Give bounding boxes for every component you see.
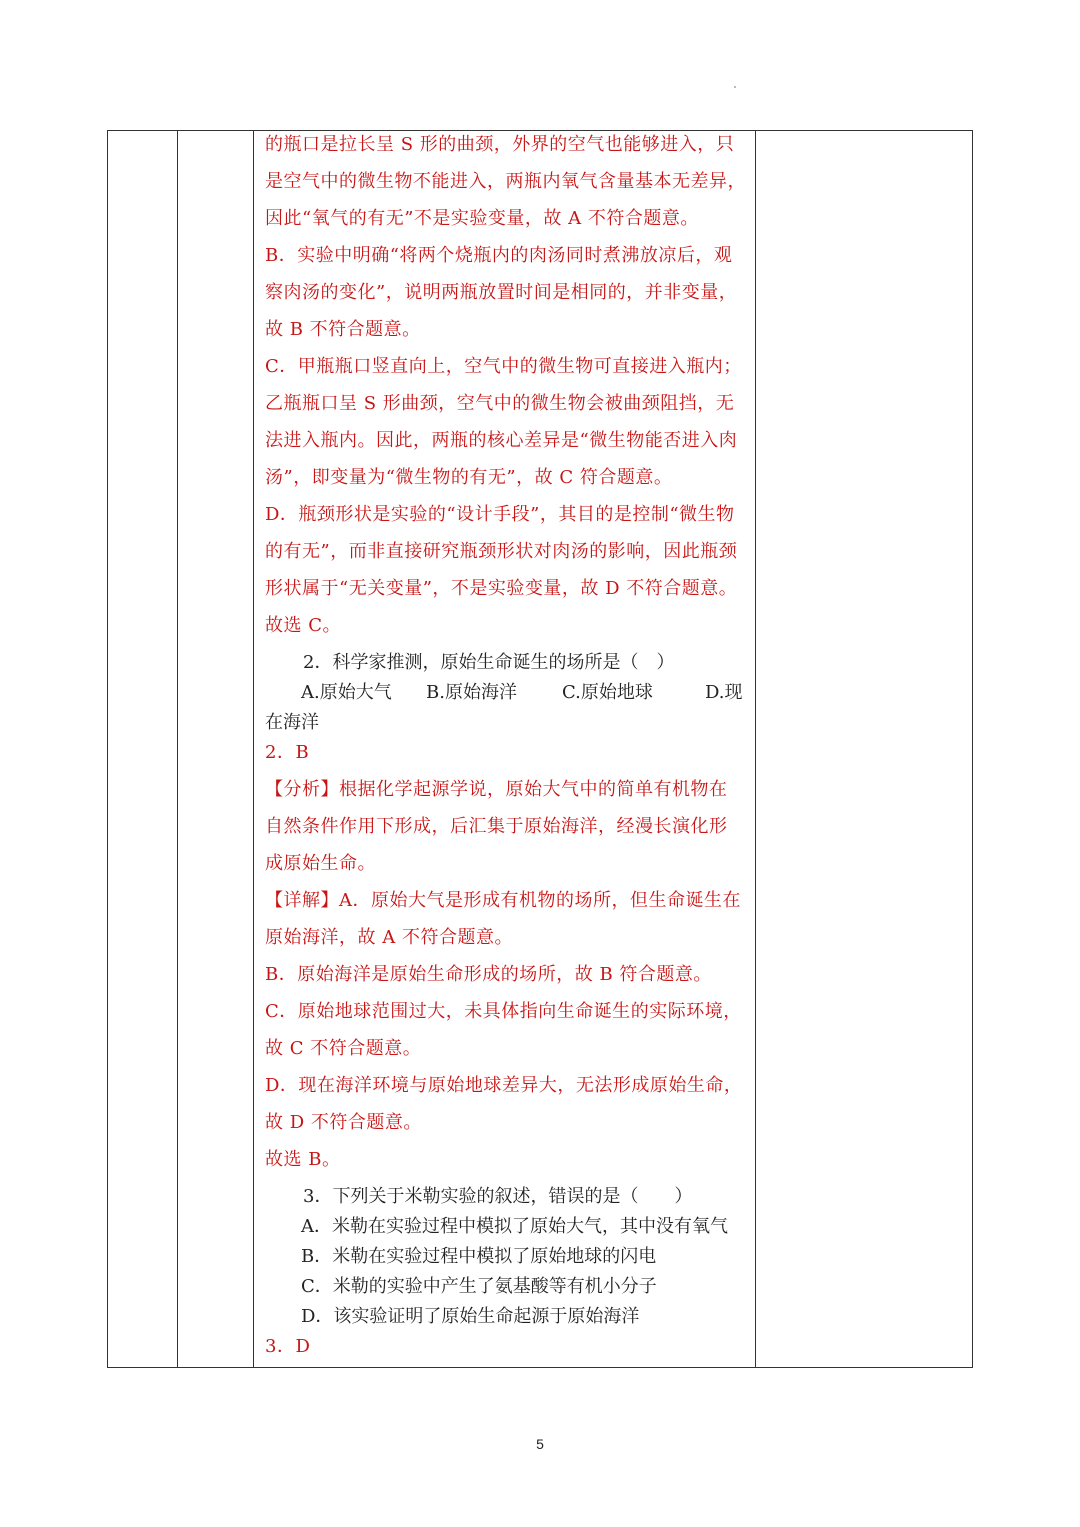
explanation-line: 法进入瓶内。因此，两瓶的核心差异是“微生物能否进入肉 [265, 430, 738, 451]
question-3-answer: 3．D [265, 1336, 311, 1357]
column-divider [755, 131, 756, 1367]
analysis-line: C．原始地球范围过大，未具体指向生命诞生的实际环境， [265, 1001, 742, 1022]
analysis-line: 【分析】根据化学起源学说，原始大气中的简单有机物在 [265, 779, 728, 800]
explanation-line: B．实验中明确“将两个烧瓶内的肉汤同时煮沸放凉后，观 [265, 245, 733, 266]
analysis-line: 成原始生命。 [265, 853, 376, 874]
question-2-options [265, 680, 751, 710]
option-b: B.原始海洋 [426, 682, 517, 703]
option-b: B．米勒在实验过程中模拟了原始地球的闪电 [301, 1246, 657, 1267]
explanation-line: 察肉汤的变化”，说明两瓶放置时间是相同的，并非变量， [265, 282, 738, 303]
explanation-line: 故 B 不符合题意。 [265, 319, 421, 340]
page-number: 5 [536, 1436, 544, 1452]
option-d: D．该实验证明了原始生命起源于原始海洋 [301, 1306, 640, 1327]
analysis-line: 故 D 不符合题意。 [265, 1112, 422, 1133]
explanation-line: 形状属于“无关变量”，不是实验变量，故 D 不符合题意。 [265, 578, 738, 599]
option-c: C．米勒的实验中产生了氨基酸等有机小分子 [301, 1276, 657, 1297]
question-3-stem: 3．下列关于米勒实验的叙述，错误的是（ ） [303, 1186, 693, 1207]
scan-dot [734, 86, 736, 88]
explanation-line: 的有无”，而非直接研究瓶颈形状对肉汤的影响，因此瓶颈 [265, 541, 738, 562]
analysis-line: B．原始海洋是原始生命形成的场所，故 B 符合题意。 [265, 964, 712, 985]
explanation-line: 故选 C。 [265, 615, 341, 636]
analysis-line: 故选 B。 [265, 1149, 341, 1170]
analysis-line: 原始海洋，故 A 不符合题意。 [265, 927, 513, 948]
option-d: D.现 [705, 682, 743, 703]
question-2-stem: 2．科学家推测，原始生命诞生的场所是（ ） [303, 652, 675, 673]
explanation-line: C．甲瓶瓶口竖直向上，空气中的微生物可直接进入瓶内； [265, 356, 742, 377]
explanation-line: 是空气中的微生物不能进入，两瓶内氧气含量基本无差异， [265, 171, 746, 192]
option-a: A.原始大气 [301, 682, 392, 703]
option-c: C.原始地球 [562, 682, 653, 703]
explanation-line: 汤”，即变量为“微生物的有无”，故 C 符合题意。 [265, 467, 673, 488]
explanation-line: 因此“氧气的有无”不是实验变量，故 A 不符合题意。 [265, 208, 699, 229]
explanation-line: 的瓶口是拉长呈 S 形的曲颈，外界的空气也能够进入，只 [265, 134, 735, 155]
analysis-line: 故 C 不符合题意。 [265, 1038, 422, 1059]
explanation-line: D．瓶颈形状是实验的“设计手段”，其目的是控制“微生物 [265, 504, 735, 525]
explanation-line: 乙瓶瓶口呈 S 形曲颈，空气中的微生物会被曲颈阻挡，无 [265, 393, 735, 414]
option-d-continued: 在海洋 [265, 712, 319, 733]
analysis-line: 【详解】A．原始大气是形成有机物的场所，但生命诞生在 [265, 890, 741, 911]
analysis-line: D．现在海洋环境与原始地球差异大，无法形成原始生命， [265, 1075, 743, 1096]
option-a: A．米勒在实验过程中模拟了原始大气，其中没有氧气 [301, 1216, 728, 1237]
analysis-line: 自然条件作用下形成，后汇集于原始海洋，经漫长演化形 [265, 816, 728, 837]
content-cell [265, 131, 751, 1364]
column-divider [177, 131, 178, 1367]
column-divider [253, 131, 254, 1367]
question-2-answer: 2．B [265, 742, 310, 763]
lesson-table [107, 130, 973, 1368]
